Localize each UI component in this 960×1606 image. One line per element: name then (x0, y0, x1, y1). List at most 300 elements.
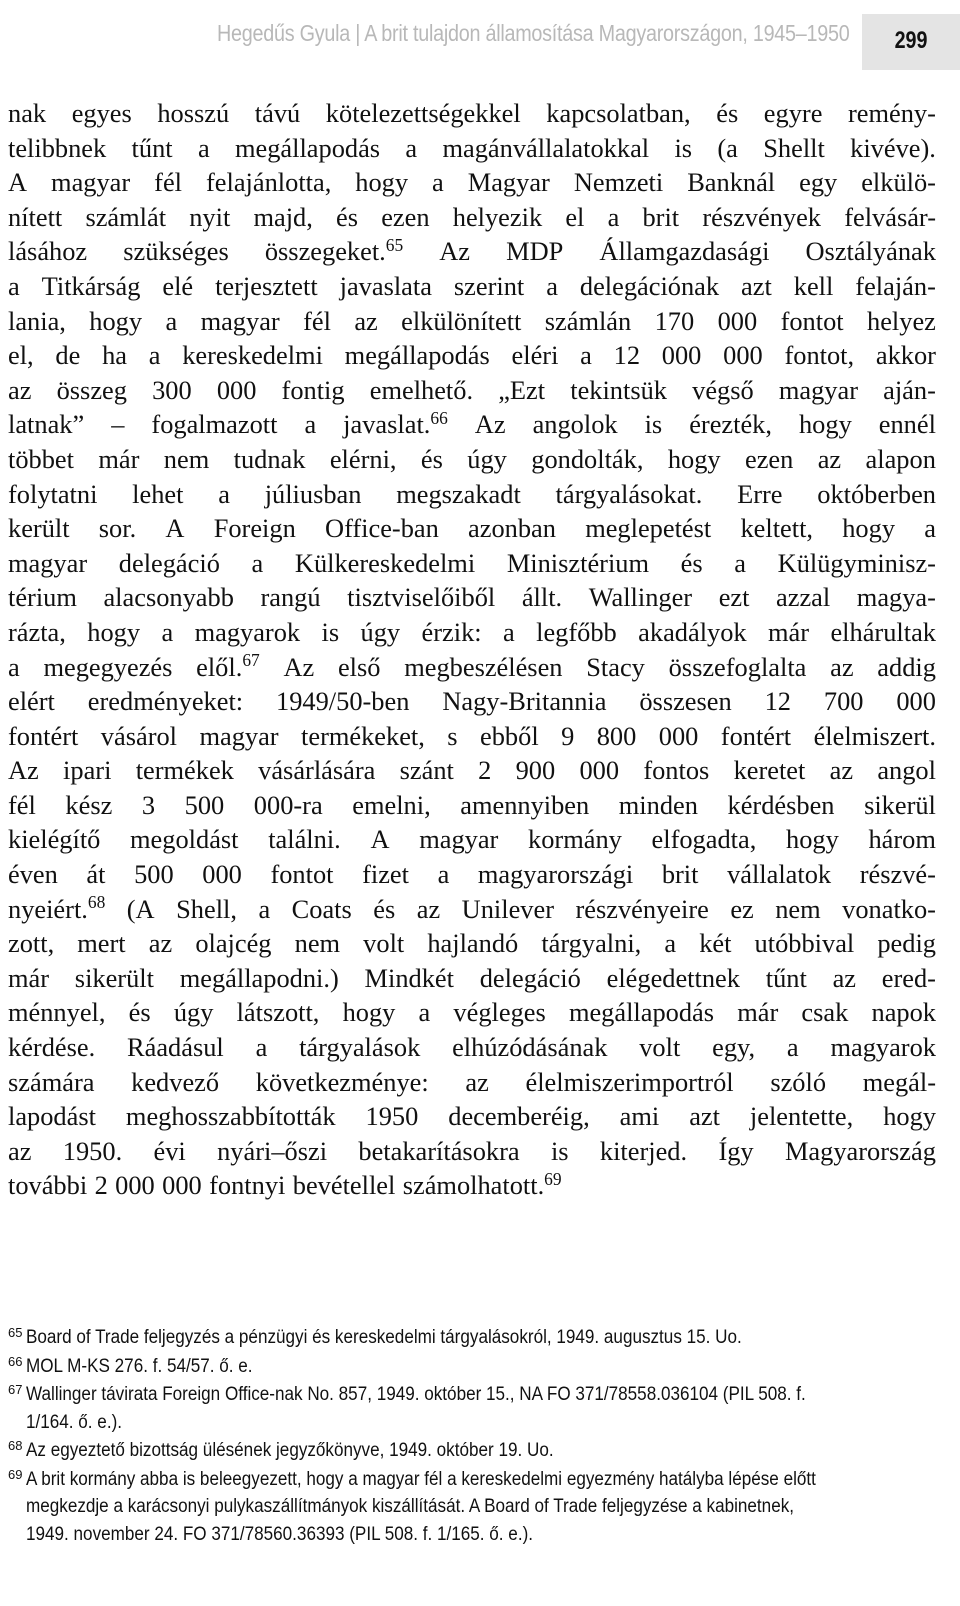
word: úgy (173, 997, 214, 1028)
word: alapon (865, 443, 936, 474)
word: és (128, 997, 151, 1028)
word: fontnyi (209, 1170, 286, 1201)
word: de (55, 340, 81, 371)
word: a (197, 132, 210, 163)
word: azt (741, 270, 772, 301)
word: Mindkét (364, 962, 454, 993)
word: sikerül (864, 789, 936, 820)
word: hogy (89, 305, 143, 336)
word: ménnyel, (8, 997, 106, 1028)
word: tudnak (233, 443, 306, 474)
word: Ráadásul (127, 1032, 224, 1063)
word: a (924, 513, 936, 544)
word: ez (730, 893, 754, 924)
word: 700 (823, 686, 864, 717)
word: kielégítő (8, 824, 101, 855)
word: gondolták, (531, 443, 644, 474)
text-line (8, 961, 936, 996)
word: fontot (270, 859, 334, 890)
word: tekintsük (570, 374, 667, 405)
word: hajlandó (427, 928, 519, 959)
word: júliusban (264, 478, 362, 509)
word: három (868, 824, 936, 855)
word: olajcég (195, 928, 272, 959)
word: 000 (115, 1170, 155, 1201)
footnote-text: A brit kormány abba is beleegyezett, hogy a magyar fél a kereskedelmi egyezmény hatályba lépése előtt (26, 1468, 816, 1490)
word: hosszú (157, 98, 230, 128)
word: megál- (862, 1066, 936, 1097)
word: számolhatott.$^{69}$ (402, 1168, 562, 1201)
word: Foreign (213, 513, 296, 544)
word: 2 (478, 755, 492, 786)
word: végleges (453, 997, 546, 1028)
word: akkor (875, 340, 936, 371)
word: terjesztett (215, 270, 318, 301)
word: felaján- (855, 270, 936, 301)
word: Minisztérium (506, 547, 650, 578)
footnote-text: megkezdje a karácsonyi pulykaszállítmányok kiszállítását. A Board of Trade feljegyzése a kabinetnek, (26, 1496, 795, 1517)
footnote-number: 66 (8, 1353, 23, 1369)
text-line (8, 788, 936, 823)
footnote-text: Board of Trade feljegyzés a pénzügyi és kereskedelmi tárgyalásokról, 1949. augusztus 15. Uo. (26, 1327, 742, 1348)
footnote-number: 69 (8, 1466, 23, 1482)
word: részvényeire (575, 893, 709, 924)
word: hogy (883, 1101, 936, 1132)
word: ezen (381, 201, 430, 232)
word: magya- (856, 582, 936, 613)
word: kapcsolatban, (546, 98, 691, 128)
word: napok (871, 997, 936, 1028)
word: minden (618, 789, 698, 820)
text-line (8, 477, 936, 512)
word: is (674, 132, 693, 163)
text-line (8, 615, 936, 650)
word: lania, (8, 305, 66, 336)
word: 000 (216, 374, 257, 405)
footnote-66 (8, 1353, 940, 1381)
word: Az (474, 409, 506, 440)
word: MDP (506, 236, 564, 267)
word: a (165, 305, 178, 336)
word: összesen (639, 686, 732, 717)
word: remény- (847, 98, 936, 128)
word: meglepetést (585, 513, 712, 544)
word: 9 (561, 720, 575, 751)
footnote-ref[interactable]: 66 (430, 407, 448, 428)
word: az (8, 374, 32, 405)
word: Magyarország (784, 1135, 936, 1166)
footnote-number: 67 (8, 1382, 23, 1397)
word: magyarok (194, 616, 301, 647)
word: lásához (8, 236, 88, 267)
footnote-ref[interactable]: 69 (544, 1168, 562, 1189)
word: delegáció (118, 547, 220, 578)
text-line (8, 338, 936, 373)
word: következménye: (255, 1066, 429, 1097)
word: már (98, 443, 140, 474)
word: ennél (878, 409, 936, 440)
word: felvásár- (844, 201, 936, 232)
word: a (258, 893, 271, 924)
footnote-ref[interactable]: 67 (242, 649, 260, 670)
word: érzik: (421, 616, 482, 647)
word: a (161, 616, 174, 647)
word: eléri (511, 340, 559, 371)
word: megállapodás (234, 132, 381, 163)
word: jelentette, (749, 1101, 854, 1132)
word: termékeket, (301, 720, 425, 751)
word: éven (8, 859, 58, 890)
page-number-box (862, 14, 960, 70)
text-line (8, 1030, 936, 1065)
word: térium (8, 582, 77, 613)
word: nyári–őszi (217, 1135, 328, 1166)
word: amennyiben (460, 789, 590, 820)
word: 12 (613, 340, 641, 371)
word: a (503, 616, 515, 647)
word: meghosszabbították (125, 1101, 336, 1132)
word: már (768, 616, 810, 647)
word: elfogadta, (651, 824, 757, 855)
word: kész (65, 789, 113, 820)
word: termékek (135, 755, 234, 786)
footnote-68 (8, 1437, 940, 1465)
word: magyar (200, 305, 280, 336)
word: végső (692, 374, 754, 405)
word: A (165, 513, 185, 544)
word: Stacy (586, 651, 645, 682)
word: (a (717, 132, 738, 163)
word: elkülö- (861, 167, 936, 198)
word: ered- (881, 962, 936, 993)
word: kiterjed. (599, 1135, 688, 1166)
word: már (8, 962, 50, 993)
word: helyezik (452, 201, 543, 232)
word: legfőbb (536, 616, 617, 647)
word: 000 (717, 305, 758, 336)
word: számára (8, 1066, 95, 1097)
word: 500 (134, 859, 174, 890)
word: Wallinger (588, 582, 693, 613)
word: sor. (98, 513, 137, 544)
word: Így (718, 1135, 754, 1166)
footnote-65 (8, 1324, 940, 1352)
word: eredményeket: (87, 686, 244, 717)
word: rangú (260, 582, 321, 613)
word: hogy (667, 443, 721, 474)
word: mert (77, 928, 126, 959)
word: ezt (718, 582, 750, 613)
word: elérni, (329, 443, 397, 474)
word: brit (661, 859, 699, 890)
word: ami (619, 1101, 660, 1132)
word: nített (8, 201, 63, 232)
word: tárgyalások (299, 1032, 421, 1063)
word: 12 (764, 686, 791, 717)
text-line (8, 234, 936, 269)
text-line (8, 926, 936, 961)
word: csak (801, 997, 849, 1028)
word: 3 (141, 789, 156, 820)
word: Unilever (461, 893, 554, 924)
word: számlát (85, 201, 167, 232)
word: megegyezés (43, 651, 173, 682)
word: a (734, 547, 746, 578)
word: 000 (896, 686, 936, 717)
word: számlán (544, 305, 632, 336)
word: A (8, 167, 28, 198)
word: felajánlotta, (206, 167, 332, 198)
word: első (337, 651, 381, 682)
word: tárgyalásokat. (555, 478, 703, 509)
word: 1950 (365, 1101, 419, 1132)
word: hogy (342, 997, 396, 1028)
word: lehet (132, 478, 184, 509)
word: szerint (453, 270, 525, 301)
word: a (664, 928, 677, 959)
word: 1949/50-ben (276, 686, 410, 717)
word: fontot (780, 305, 844, 336)
word: 000-ra (253, 789, 323, 820)
word: találni. (268, 824, 341, 855)
word: is (321, 616, 340, 647)
word: magyar (51, 167, 131, 198)
word: magánvállalatokkal (442, 132, 650, 163)
text-line (8, 200, 936, 235)
word: magyarok (830, 1032, 936, 1063)
word: 000 (162, 1170, 202, 1201)
word: 000 (658, 720, 699, 751)
word: és (420, 443, 443, 474)
word: magyar (778, 374, 858, 405)
word: alacsonyabb (103, 582, 234, 613)
word: megszakadt (396, 478, 521, 509)
word: 500 (184, 789, 225, 820)
word: azt (689, 1101, 720, 1132)
word: a (405, 132, 418, 163)
word: magyarországi (477, 859, 634, 890)
word: vonatko- (842, 893, 936, 924)
word: nem (294, 928, 341, 959)
word: további (8, 1170, 88, 1201)
word: fél (154, 167, 183, 198)
text-line (8, 684, 936, 719)
word: összeg (56, 374, 127, 405)
word: elhúzódásának (452, 1032, 608, 1063)
word: a (8, 651, 20, 682)
word: Banknál (687, 167, 776, 198)
word: állt. (521, 582, 563, 613)
word: a (437, 859, 450, 890)
text-line (8, 373, 936, 408)
word: hogy (842, 513, 896, 544)
word: elé (162, 270, 194, 301)
word: a (418, 997, 431, 1028)
word: Az (8, 755, 39, 786)
word: az (148, 928, 173, 959)
word: elhárultak (830, 616, 936, 647)
word: nem (163, 443, 210, 474)
word: a (255, 1032, 268, 1063)
word: a (580, 340, 592, 371)
word: bevétellel (292, 1170, 396, 1201)
word: látszott, (236, 997, 320, 1028)
word: delegáció (479, 962, 581, 993)
word: akadályok (638, 616, 747, 647)
body-text (8, 96, 936, 1203)
word: tisztviselőiből (347, 582, 496, 613)
word: 000 (579, 755, 620, 786)
word: és (373, 893, 396, 924)
word: elégedettnek (606, 962, 740, 993)
word: ezen (744, 443, 794, 474)
word: keretet (733, 755, 806, 786)
word: keltett, (740, 513, 814, 544)
word: októberben (817, 478, 936, 509)
word: a (218, 478, 230, 509)
word: a (786, 1032, 799, 1063)
word: rázta, (8, 616, 66, 647)
word: aján- (883, 374, 936, 405)
word: emelni, (352, 789, 431, 820)
page-header (0, 14, 960, 70)
text-line (8, 1168, 936, 1203)
word: a (607, 201, 620, 232)
text-line (8, 1099, 936, 1134)
word: 300 (152, 374, 192, 405)
word: át (86, 859, 106, 890)
text-line (8, 892, 936, 927)
word: fontért (8, 720, 79, 751)
word: el (565, 201, 585, 232)
word: Coats (291, 893, 352, 924)
word: helyez (867, 305, 936, 336)
word: Az (283, 651, 315, 682)
word: delegációnak (579, 270, 720, 301)
text-line (8, 131, 936, 166)
word: tűnt (131, 132, 173, 163)
text-line (8, 857, 936, 892)
footnote-69 (8, 1466, 940, 1549)
word: évi (153, 1135, 186, 1166)
word: Osztályának (805, 236, 936, 267)
word: latnak” (8, 409, 85, 440)
footnote-67 (8, 1381, 940, 1436)
word: hogy (786, 824, 839, 855)
word: kormány (528, 824, 622, 855)
word: 000 (661, 340, 702, 371)
word: magyar (199, 720, 279, 751)
word: addig (877, 651, 936, 682)
word: utóbbival (754, 928, 855, 959)
word: majd, (253, 201, 313, 232)
word: sikerült (74, 962, 154, 993)
word: az (830, 651, 854, 682)
footnote-text: 1/164. ő. e.). (26, 1411, 123, 1433)
word: el, (8, 340, 34, 371)
word: szánt (399, 755, 454, 786)
word: Magyar (467, 167, 550, 198)
word: kell (793, 270, 834, 301)
text-line (8, 304, 936, 339)
text-line (8, 546, 936, 581)
text-line (8, 650, 936, 685)
word: A (370, 824, 390, 855)
word: fontos (643, 755, 710, 786)
word: az (8, 1135, 32, 1166)
word: Shell, (176, 893, 237, 924)
word: nem (775, 893, 821, 924)
word: és (336, 201, 359, 232)
word: magyar (8, 547, 88, 578)
word: Az (439, 236, 471, 267)
word: javaslata (339, 270, 432, 301)
word: vállalatok (727, 859, 832, 890)
word: vásárol (100, 720, 178, 751)
word: kereskedelmi (182, 340, 323, 371)
word: kérdésben (727, 789, 835, 820)
text-line (8, 407, 936, 442)
footnote-ref[interactable]: 65 (385, 234, 404, 255)
footnote-ref[interactable]: 68 (87, 892, 106, 913)
word: fizet (362, 859, 409, 890)
word: Külkereskedelmi (294, 547, 476, 578)
word: Erre (737, 478, 783, 509)
word: az (829, 755, 854, 786)
page-number: 299 (894, 27, 928, 54)
word: ha (102, 340, 127, 371)
word: részvények (702, 201, 822, 232)
word: fél (8, 789, 36, 820)
word: az (354, 305, 378, 336)
word: – (111, 409, 125, 440)
word: az (465, 1066, 489, 1097)
word: Államgazdasági (599, 236, 770, 267)
word: a (251, 547, 264, 578)
word: fogalmazott (151, 409, 278, 440)
word: hogy (87, 616, 141, 647)
word: „Ezt (498, 374, 546, 405)
word: fontot, (784, 340, 855, 371)
word: s (447, 720, 458, 751)
word: elért (8, 686, 55, 717)
text-line (8, 1134, 936, 1169)
word: pedig (877, 928, 936, 959)
word: Nemzeti (573, 167, 664, 198)
running-head: Hegedűs Gyula | A brit tulajdon államosítása Magyarországon, 1945–1950 (217, 20, 850, 46)
word: 000 (202, 859, 242, 890)
word: elkülönített (401, 305, 522, 336)
word: hogy (798, 409, 852, 440)
word: azzal (776, 582, 831, 613)
word: megbeszélésen (404, 651, 563, 682)
word: magyar (419, 824, 499, 855)
text-line (8, 580, 936, 615)
word: folytatni (8, 478, 98, 509)
word: két (699, 928, 732, 959)
word: 000 (723, 340, 763, 371)
word: részvé- (859, 859, 936, 890)
word: érezték, (689, 409, 772, 440)
footnotes (8, 1324, 940, 1549)
word: 170 (654, 305, 695, 336)
word: ebből (480, 720, 539, 751)
word: vásárlására (258, 755, 376, 786)
word: került (8, 513, 70, 544)
word: elől.$^{67}$ (196, 649, 260, 682)
footnote-number: 68 (8, 1438, 23, 1453)
word: volt (363, 928, 405, 959)
